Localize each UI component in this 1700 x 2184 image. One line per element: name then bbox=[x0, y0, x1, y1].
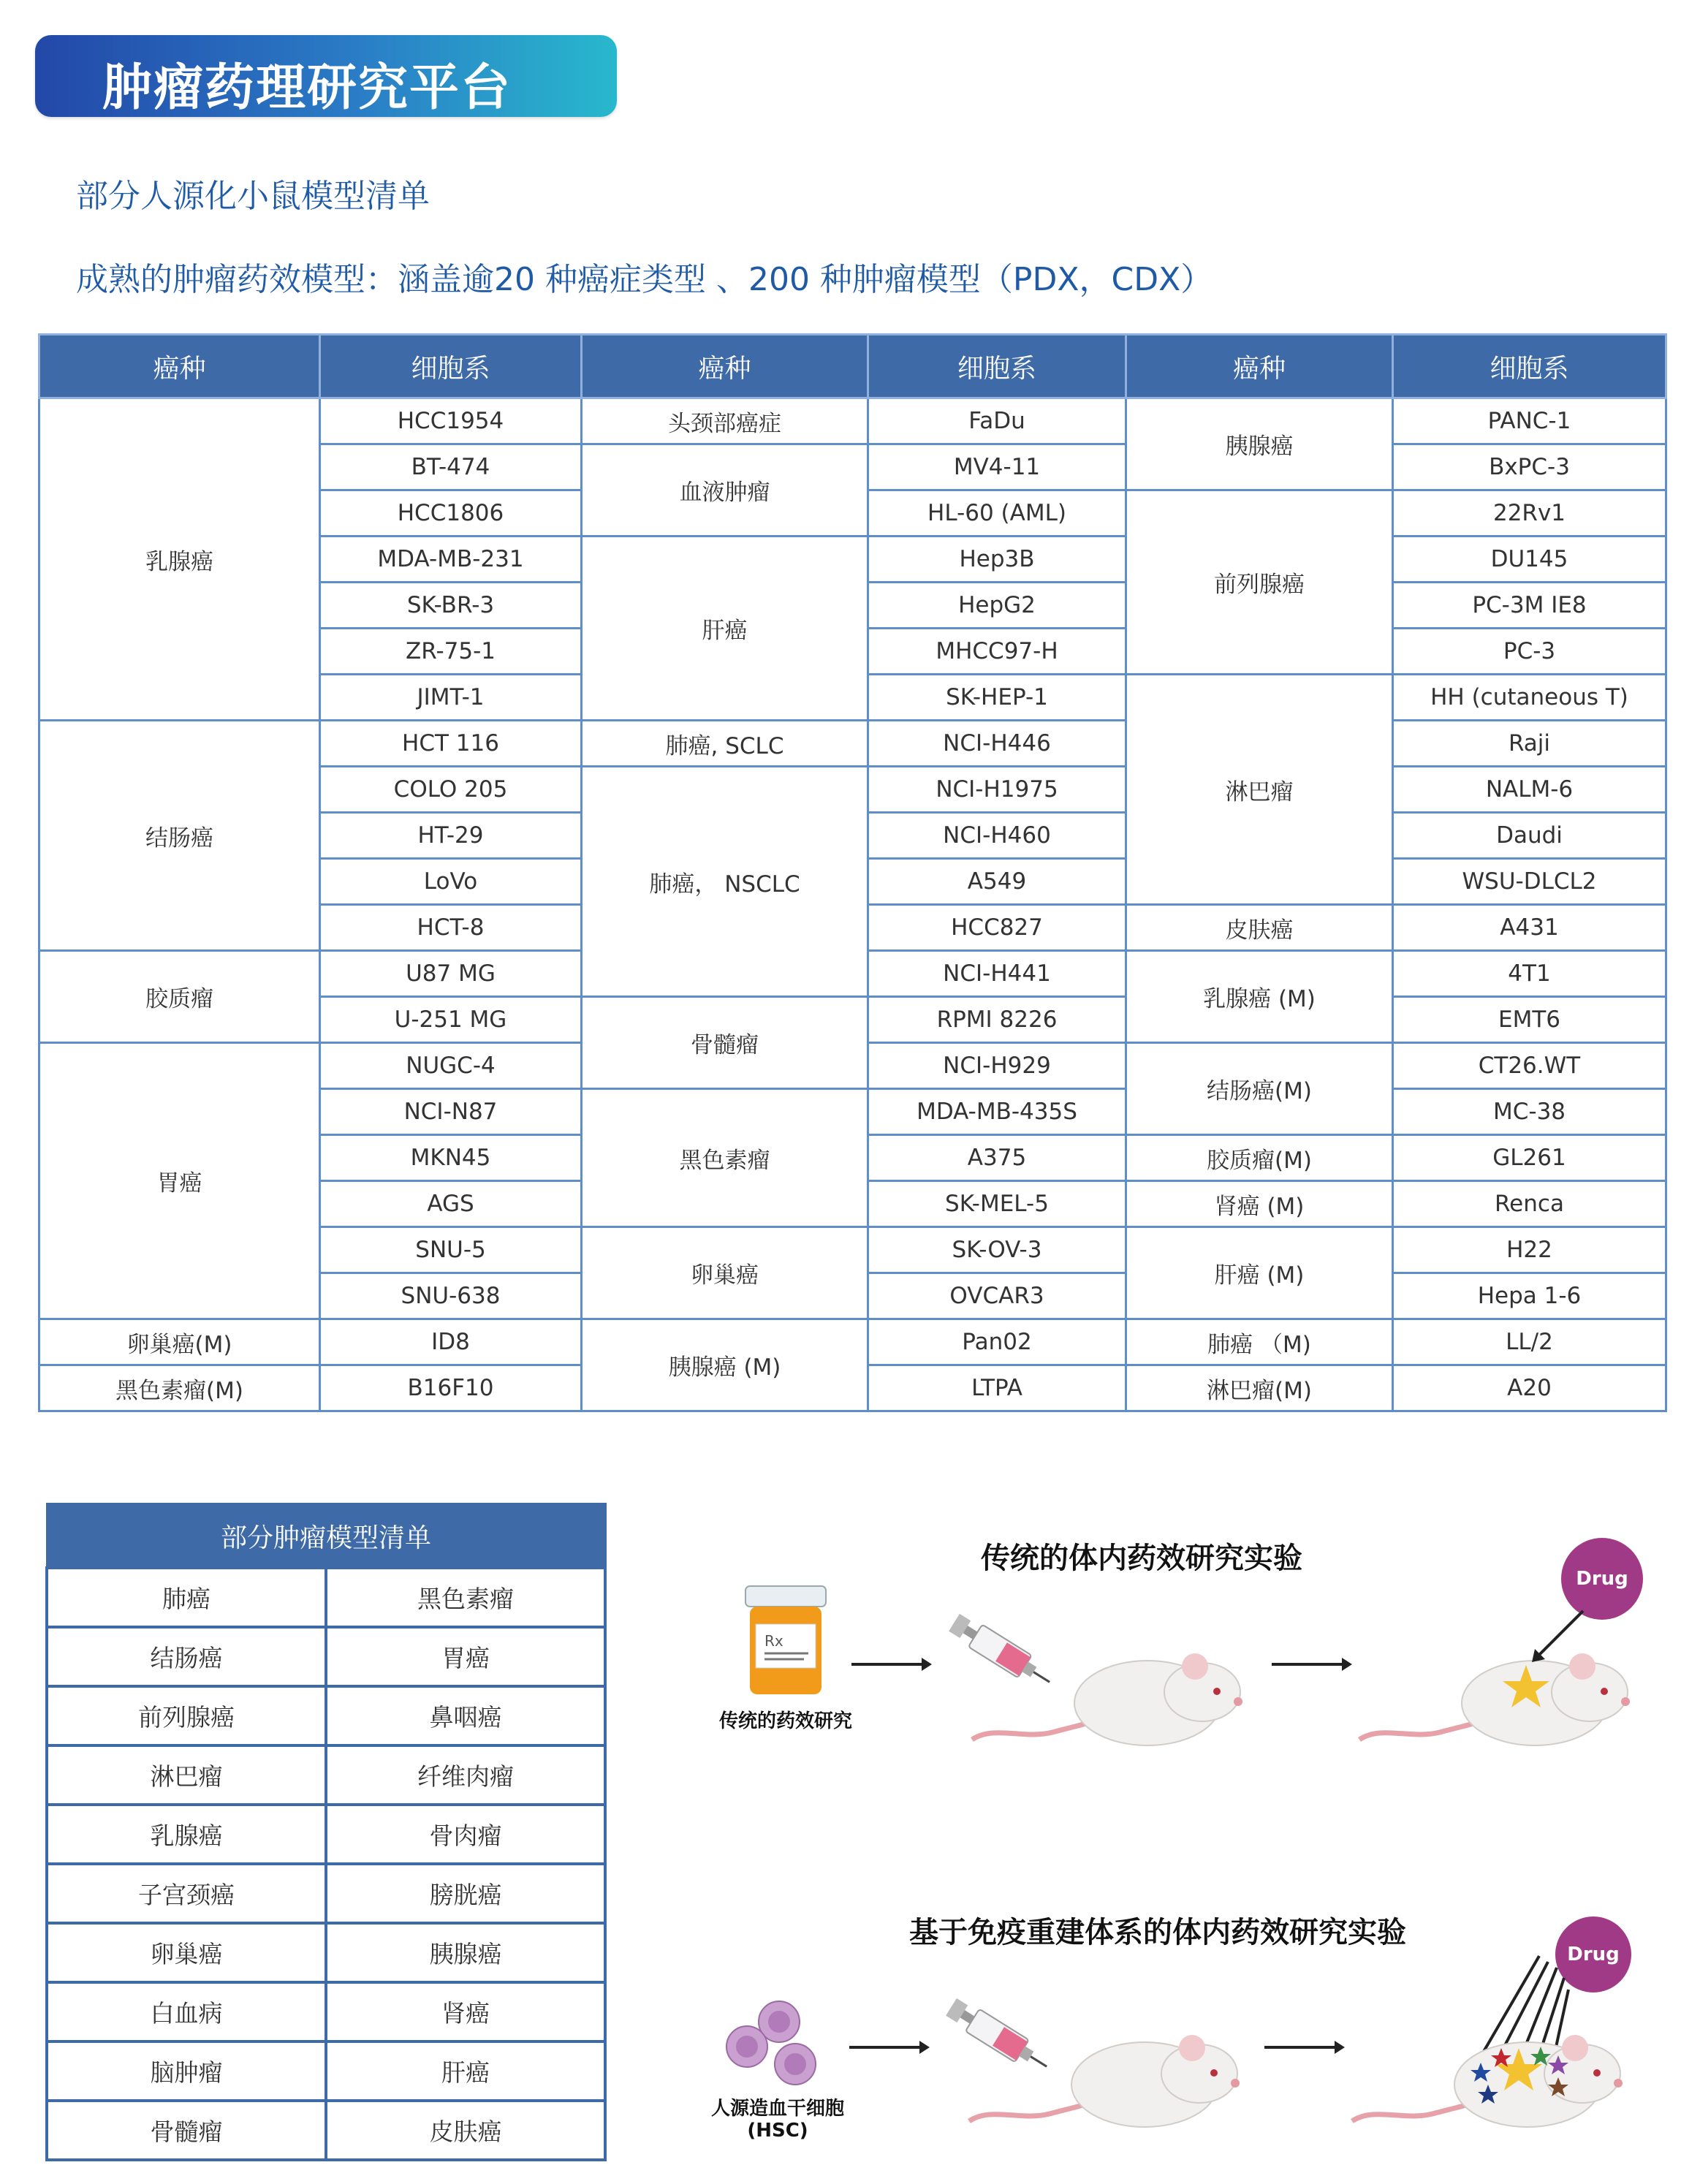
cell-line-cell: CT26.WT bbox=[1393, 1043, 1666, 1089]
list-row bbox=[47, 1686, 605, 1745]
cell-line-cell: NUGC-4 bbox=[320, 1043, 582, 1089]
cancer-type-cell: 卵巢癌 bbox=[582, 1227, 868, 1319]
cell-line-cell: NCI-H929 bbox=[868, 1043, 1126, 1089]
list-row bbox=[47, 2101, 605, 2160]
cancer-type-cell: 胰腺癌 bbox=[1126, 398, 1393, 490]
hsc-cells-icon bbox=[721, 2000, 823, 2095]
cell-line-cell: NCI-H1975 bbox=[868, 767, 1126, 813]
tumor-list-body bbox=[47, 1568, 605, 2160]
cell-line-cell: Pan02 bbox=[868, 1319, 1126, 1365]
cancer-type-cell: 骨髓瘤 bbox=[582, 997, 868, 1089]
cell-line-cell: BxPC-3 bbox=[1393, 444, 1666, 490]
cell-line-cell: Hep3B bbox=[868, 536, 1126, 583]
tumor-model-cell: 胰腺癌 bbox=[326, 1923, 605, 1982]
cell-line-cell: HCC827 bbox=[868, 905, 1126, 951]
arrow-icon bbox=[1272, 1653, 1352, 1675]
cell-line-cell: GL261 bbox=[1393, 1135, 1666, 1181]
table-row bbox=[39, 398, 1666, 444]
header-cell-line: 细胞系 bbox=[320, 335, 582, 398]
cancer-type-cell: 淋巴瘤(M) bbox=[1126, 1365, 1393, 1411]
cell-line-cell: HCC1954 bbox=[320, 398, 582, 444]
cell-line-cell: DU145 bbox=[1393, 536, 1666, 583]
tumor-model-cell: 肺癌 bbox=[47, 1568, 326, 1627]
cell-line-cell: AGS bbox=[320, 1181, 582, 1227]
list-row bbox=[47, 2041, 605, 2101]
cancer-type-cell: 头颈部癌症 bbox=[582, 398, 868, 444]
cancer-type-cell: 前列腺癌 bbox=[1126, 490, 1393, 675]
tumor-model-cell: 纤维肉瘤 bbox=[326, 1745, 605, 1805]
cancer-type-cell: 皮肤癌 bbox=[1126, 905, 1393, 951]
cell-line-cell: A375 bbox=[868, 1135, 1126, 1181]
cancer-type-cell: 黑色素瘤 bbox=[582, 1089, 868, 1227]
cell-line-cell: Raji bbox=[1393, 721, 1666, 767]
tumor-model-cell: 皮肤癌 bbox=[326, 2101, 605, 2160]
cell-line-cell: PC-3 bbox=[1393, 629, 1666, 675]
cancer-type-cell: 胶质瘤(M) bbox=[1126, 1135, 1393, 1181]
cell-line-cell: NCI-H460 bbox=[868, 813, 1126, 859]
cell-line-cell: HCC1806 bbox=[320, 490, 582, 536]
header-cell-line: 细胞系 bbox=[868, 335, 1126, 398]
table-row bbox=[39, 1319, 1666, 1365]
cell-line-cell: BT-474 bbox=[320, 444, 582, 490]
header-cancer-type: 癌种 bbox=[582, 335, 868, 398]
cell-line-cell: A549 bbox=[868, 859, 1126, 905]
cell-line-cell: PC-3M IE8 bbox=[1393, 583, 1666, 629]
tumor-model-cell: 结肠癌 bbox=[47, 1627, 326, 1686]
cell-line-cell: JIMT-1 bbox=[320, 675, 582, 721]
humanized-mouse-icon bbox=[962, 2012, 1240, 2136]
list-row bbox=[47, 1627, 605, 1686]
cell-line-cell: NCI-H441 bbox=[868, 951, 1126, 997]
cell-line-cell: MC-38 bbox=[1393, 1089, 1666, 1135]
cell-line-cell: SK-MEL-5 bbox=[868, 1181, 1126, 1227]
cell-line-cell: B16F10 bbox=[320, 1365, 582, 1411]
cell-line-cell: HT-29 bbox=[320, 813, 582, 859]
treated-mouse-icon bbox=[1352, 1630, 1630, 1754]
cancer-type-cell: 胶质瘤 bbox=[39, 951, 320, 1043]
cancer-type-cell: 血液肿瘤 bbox=[582, 444, 868, 536]
cell-line-cell: U87 MG bbox=[320, 951, 582, 997]
arrow-icon bbox=[1264, 2036, 1345, 2058]
cell-line-cell: LL/2 bbox=[1393, 1319, 1666, 1365]
list-row bbox=[47, 1745, 605, 1805]
cell-line-cell: MDA-MB-231 bbox=[320, 536, 582, 583]
tumor-model-cell: 子宫颈癌 bbox=[47, 1864, 326, 1923]
tumor-model-cell: 脑肿瘤 bbox=[47, 2041, 326, 2101]
drug-badge-immune: Drug bbox=[1555, 1916, 1631, 1992]
cell-line-cell: ID8 bbox=[320, 1319, 582, 1365]
cell-line-cell: PANC-1 bbox=[1393, 398, 1666, 444]
cell-line-cell: LTPA bbox=[868, 1365, 1126, 1411]
pill-bottle-icon bbox=[738, 1586, 833, 1696]
cell-line-cell: RPMI 8226 bbox=[868, 997, 1126, 1043]
cell-line-table bbox=[38, 333, 1667, 1412]
subtitle-tumor-models: 成熟的肿瘤药效模型：涵盖逾20 种癌症类型 、200 种肿瘤模型（PDX，CDX） bbox=[76, 261, 1213, 298]
cancer-type-cell: 乳腺癌 (M) bbox=[1126, 951, 1393, 1043]
cell-line-cell: HepG2 bbox=[868, 583, 1126, 629]
cell-line-cell: NALM-6 bbox=[1393, 767, 1666, 813]
cell-line-cell: FaDu bbox=[868, 398, 1126, 444]
cell-line-cell: A20 bbox=[1393, 1365, 1666, 1411]
cell-line-cell: MHCC97-H bbox=[868, 629, 1126, 675]
cancer-type-cell: 淋巴瘤 bbox=[1126, 675, 1393, 905]
cell-line-cell: MKN45 bbox=[320, 1135, 582, 1181]
cancer-type-cell: 肾癌 (M) bbox=[1126, 1181, 1393, 1227]
page-title: 肿瘤药理研究平台 bbox=[102, 59, 512, 117]
immune-treated-mouse-icon bbox=[1345, 1938, 1623, 2143]
immune-experiment-title: 基于免疫重建体系的体内药效研究实验 bbox=[909, 1916, 1406, 1949]
tumor-model-cell: 淋巴瘤 bbox=[47, 1745, 326, 1805]
cell-line-cell: HH (cutaneous T) bbox=[1393, 675, 1666, 721]
cell-line-cell: SK-BR-3 bbox=[320, 583, 582, 629]
cell-line-cell: NCI-H446 bbox=[868, 721, 1126, 767]
table-row bbox=[39, 721, 1666, 767]
traditional-study-caption: 传统的药效研究 bbox=[718, 1710, 852, 1732]
tumor-model-cell: 鼻咽癌 bbox=[326, 1686, 605, 1745]
header-cell-line: 细胞系 bbox=[1393, 335, 1666, 398]
cell-line-cell: Renca bbox=[1393, 1181, 1666, 1227]
hsc-caption: 人源造血干细胞 bbox=[710, 2098, 844, 2120]
cell-line-cell: Daudi bbox=[1393, 813, 1666, 859]
arrow-icon bbox=[851, 1653, 932, 1675]
drug-badge-traditional: Drug bbox=[1561, 1538, 1643, 1620]
arrow-icon bbox=[849, 2036, 930, 2058]
cell-line-cell: SK-OV-3 bbox=[868, 1227, 1126, 1273]
header-cancer-type: 癌种 bbox=[1126, 335, 1393, 398]
cell-line-cell: HCT 116 bbox=[320, 721, 582, 767]
cancer-type-cell: 卵巢癌(M) bbox=[39, 1319, 320, 1365]
cell-line-cell: WSU-DLCL2 bbox=[1393, 859, 1666, 905]
list-row bbox=[47, 1568, 605, 1627]
cell-line-cell: HCT-8 bbox=[320, 905, 582, 951]
cell-line-cell: HL-60 (AML) bbox=[868, 490, 1126, 536]
list-row bbox=[47, 1805, 605, 1864]
cell-line-cell: MV4-11 bbox=[868, 444, 1126, 490]
cell-line-cell: COLO 205 bbox=[320, 767, 582, 813]
cell-line-cell: NCI-N87 bbox=[320, 1089, 582, 1135]
cell-line-cell: A431 bbox=[1393, 905, 1666, 951]
cell-line-cell: SNU-5 bbox=[320, 1227, 582, 1273]
list-row bbox=[47, 1923, 605, 1982]
cell-line-cell: MDA-MB-435S bbox=[868, 1089, 1126, 1135]
tumor-model-list bbox=[45, 1503, 607, 2161]
cell-line-table-header bbox=[39, 335, 1666, 398]
cancer-type-cell: 胰腺癌 (M) bbox=[582, 1319, 868, 1411]
tumor-model-cell: 胃癌 bbox=[326, 1627, 605, 1686]
tumor-model-cell: 肝癌 bbox=[326, 2041, 605, 2101]
cell-line-cell: 4T1 bbox=[1393, 951, 1666, 997]
tumor-model-cell: 骨肉瘤 bbox=[326, 1805, 605, 1864]
cancer-type-cell: 肺癌 （M) bbox=[1126, 1319, 1393, 1365]
tumor-model-cell: 前列腺癌 bbox=[47, 1686, 326, 1745]
cell-line-cell: H22 bbox=[1393, 1227, 1666, 1273]
tumor-model-cell: 乳腺癌 bbox=[47, 1805, 326, 1864]
tumor-model-cell: 黑色素瘤 bbox=[326, 1568, 605, 1627]
tumor-model-cell: 肾癌 bbox=[326, 1982, 605, 2041]
cancer-type-cell: 肺癌， NSCLC bbox=[582, 767, 868, 997]
cancer-type-cell: 肝癌 (M) bbox=[1126, 1227, 1393, 1319]
cancer-type-cell: 黑色素瘤(M) bbox=[39, 1365, 320, 1411]
cell-line-cell: 22Rv1 bbox=[1393, 490, 1666, 536]
cell-line-cell: EMT6 bbox=[1393, 997, 1666, 1043]
cell-line-cell: U-251 MG bbox=[320, 997, 582, 1043]
cell-line-cell: SK-HEP-1 bbox=[868, 675, 1126, 721]
cell-line-cell: ZR-75-1 bbox=[320, 629, 582, 675]
cancer-type-cell: 结肠癌 bbox=[39, 721, 320, 951]
tumor-model-cell: 膀胱癌 bbox=[326, 1864, 605, 1923]
cell-line-cell: SNU-638 bbox=[320, 1273, 582, 1319]
list-row bbox=[47, 1982, 605, 2041]
list-row bbox=[47, 1864, 605, 1923]
cell-line-cell: OVCAR3 bbox=[868, 1273, 1126, 1319]
tumor-model-cell: 骨髓瘤 bbox=[47, 2101, 326, 2160]
rx-label: Rx bbox=[764, 1632, 783, 1650]
drug-pointer-arrow-icon bbox=[1528, 1608, 1586, 1667]
cell-line-cell: Hepa 1-6 bbox=[1393, 1273, 1666, 1319]
traditional-experiment-title: 传统的体内药效研究实验 bbox=[981, 1542, 1302, 1575]
cancer-type-cell: 肝癌 bbox=[582, 536, 868, 721]
cancer-type-cell: 胃癌 bbox=[39, 1043, 320, 1319]
tumor-model-cell: 白血病 bbox=[47, 1982, 326, 2041]
mouse-icon bbox=[965, 1630, 1242, 1754]
header-cancer-type: 癌种 bbox=[39, 335, 320, 398]
cancer-type-cell: 乳腺癌 bbox=[39, 398, 320, 721]
cancer-type-cell: 结肠癌(M) bbox=[1126, 1043, 1393, 1135]
cell-line-table-body bbox=[39, 398, 1666, 1411]
cell-line-cell: LoVo bbox=[320, 859, 582, 905]
tumor-list-title: 部分肿瘤模型清单 bbox=[47, 1504, 605, 1569]
tumor-model-cell: 卵巢癌 bbox=[47, 1923, 326, 1982]
subtitle-humanized-mouse: 部分人源化小鼠模型清单 bbox=[76, 178, 430, 215]
hsc-abbreviation: (HSC) bbox=[747, 2120, 808, 2142]
title-banner bbox=[35, 35, 617, 117]
cancer-type-cell: 肺癌, SCLC bbox=[582, 721, 868, 767]
